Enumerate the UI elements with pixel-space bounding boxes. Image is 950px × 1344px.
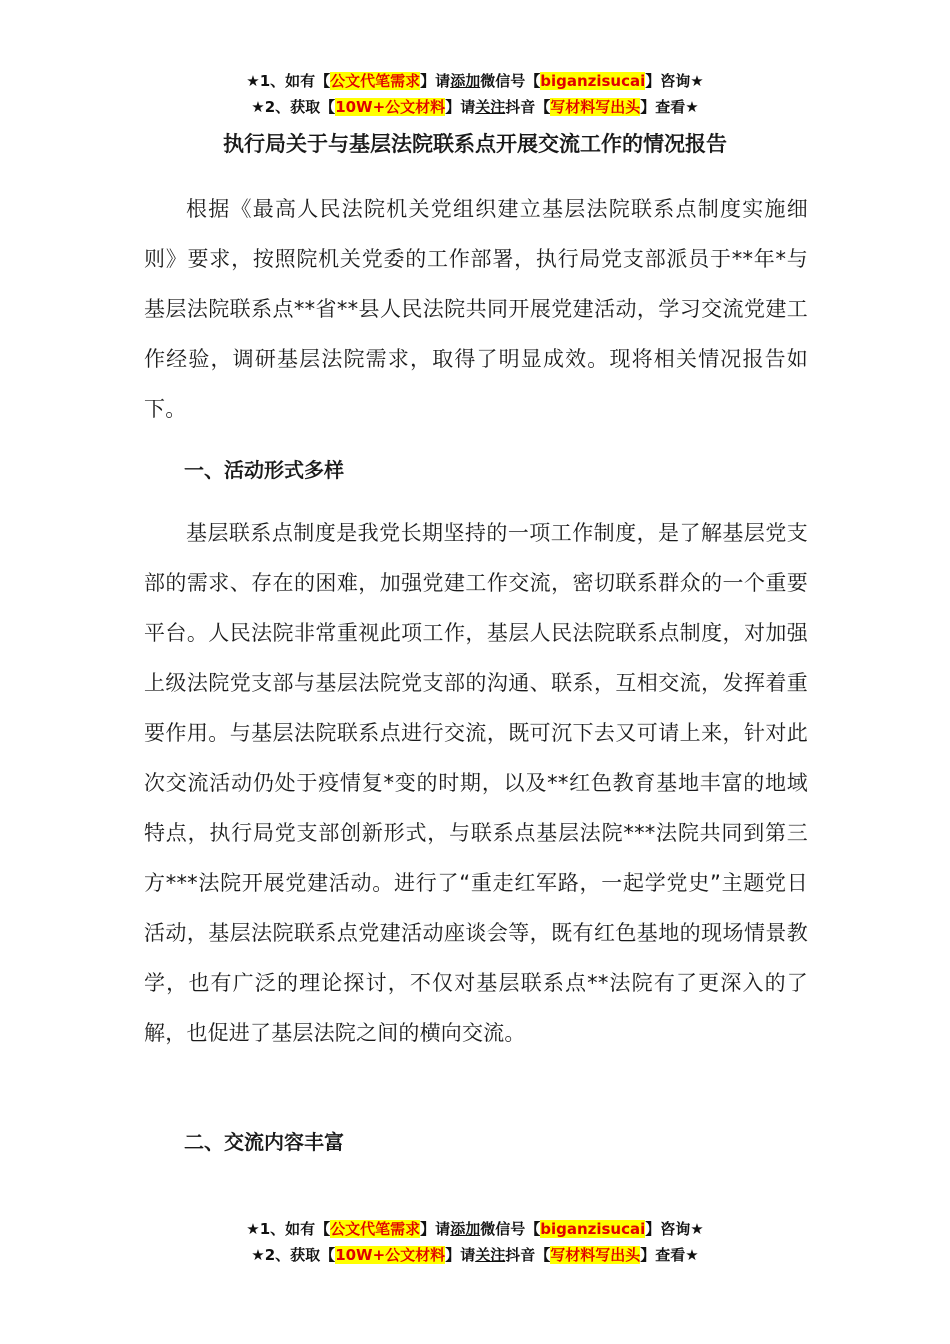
section-heading-1: 一、活动形式多样 xyxy=(184,458,344,482)
promo-line-2 xyxy=(0,94,950,120)
promo-highlight: 10W+公文材料 xyxy=(335,1246,446,1264)
promo-highlight: 写材料写出头 xyxy=(550,98,641,116)
promo-line-2 xyxy=(0,1242,950,1268)
promo-text: 】请 xyxy=(420,72,451,90)
promo-underlined: 关注 xyxy=(475,1246,506,1264)
promo-text: 】咨询★ xyxy=(645,1220,704,1238)
promo-text: 】请 xyxy=(445,1246,476,1264)
document-title: 执行局关于与基层法院联系点开展交流工作的情况报告 xyxy=(223,132,727,156)
promo-text: ★1、如有【 xyxy=(246,1220,331,1238)
promo-text: ★1、如有【 xyxy=(246,72,331,90)
promo-text: 微信号【 xyxy=(480,1220,541,1238)
promo-highlight: biganzisucai xyxy=(540,72,646,90)
promo-underlined: 添加 xyxy=(450,72,481,90)
section-1-paragraph: 基层联系点制度是我党长期坚持的一项工作制度，是了解基层党支部的需求、存在的困难，加强党建工作交流，密切联系群众的一个重要平台。人民法院非常重视此项工作，基层人民法院联系点制度，对加强上级法院党支部与基层法院党支部的沟通、联系，互相交流，发挥着重要作用。与基层法院联系点进行交流，既可沉下去又可请上来，针对此次交流活动仍处于疫情复*变的时期，以及**红色教育基地丰富的地域特点，执行局党支部创新形式，与联系点基层法院***法院共同到第三方***法院开展党建活动。进行了“重走红军路，一起学党史”主题党日活动，基层法院联系点党建活动座谈会等，既有红色基地的现场情景教学，也有广泛的理论探讨，不仅对基层联系点**法院有了更深入的了解，也促进了基层法院之间的横向交流。 xyxy=(144,521,808,1045)
promo-text: 抖音【 xyxy=(505,98,551,116)
promo-text: 抖音【 xyxy=(505,1246,551,1264)
promo-text: 】请 xyxy=(445,98,476,116)
promo-underlined: 添加 xyxy=(450,1220,481,1238)
promo-banner-bottom xyxy=(0,1216,950,1268)
promo-highlight: biganzisucai xyxy=(540,1220,646,1238)
promo-text: 微信号【 xyxy=(480,72,541,90)
promo-underlined: 关注 xyxy=(475,98,506,116)
promo-banner-top xyxy=(0,68,950,120)
section-heading-2: 二、交流内容丰富 xyxy=(184,1130,344,1154)
promo-line-1 xyxy=(0,1216,950,1242)
promo-highlight: 写材料写出头 xyxy=(550,1246,641,1264)
promo-text: 】咨询★ xyxy=(645,72,704,90)
promo-text: 】查看★ xyxy=(640,1246,699,1264)
promo-text: ★2、获取【 xyxy=(251,98,336,116)
promo-highlight: 公文代笔需求 xyxy=(330,1220,421,1238)
promo-line-1 xyxy=(0,68,950,94)
promo-highlight: 10W+公文材料 xyxy=(335,98,446,116)
promo-text: 】请 xyxy=(420,1220,451,1238)
promo-text: ★2、获取【 xyxy=(251,1246,336,1264)
intro-paragraph: 根据《最高人民法院机关党组织建立基层法院联系点制度实施细则》要求，按照院机关党委的工作部署，执行局党支部派员于**年*与基层法院联系点**省**县人民法院共同开展党建活动，学习交流党建工作经验，调研基层法院需求，取得了明显成效。现将相关情况报告如下。 xyxy=(144,197,808,421)
promo-highlight: 公文代笔需求 xyxy=(330,72,421,90)
promo-text: 】查看★ xyxy=(640,98,699,116)
